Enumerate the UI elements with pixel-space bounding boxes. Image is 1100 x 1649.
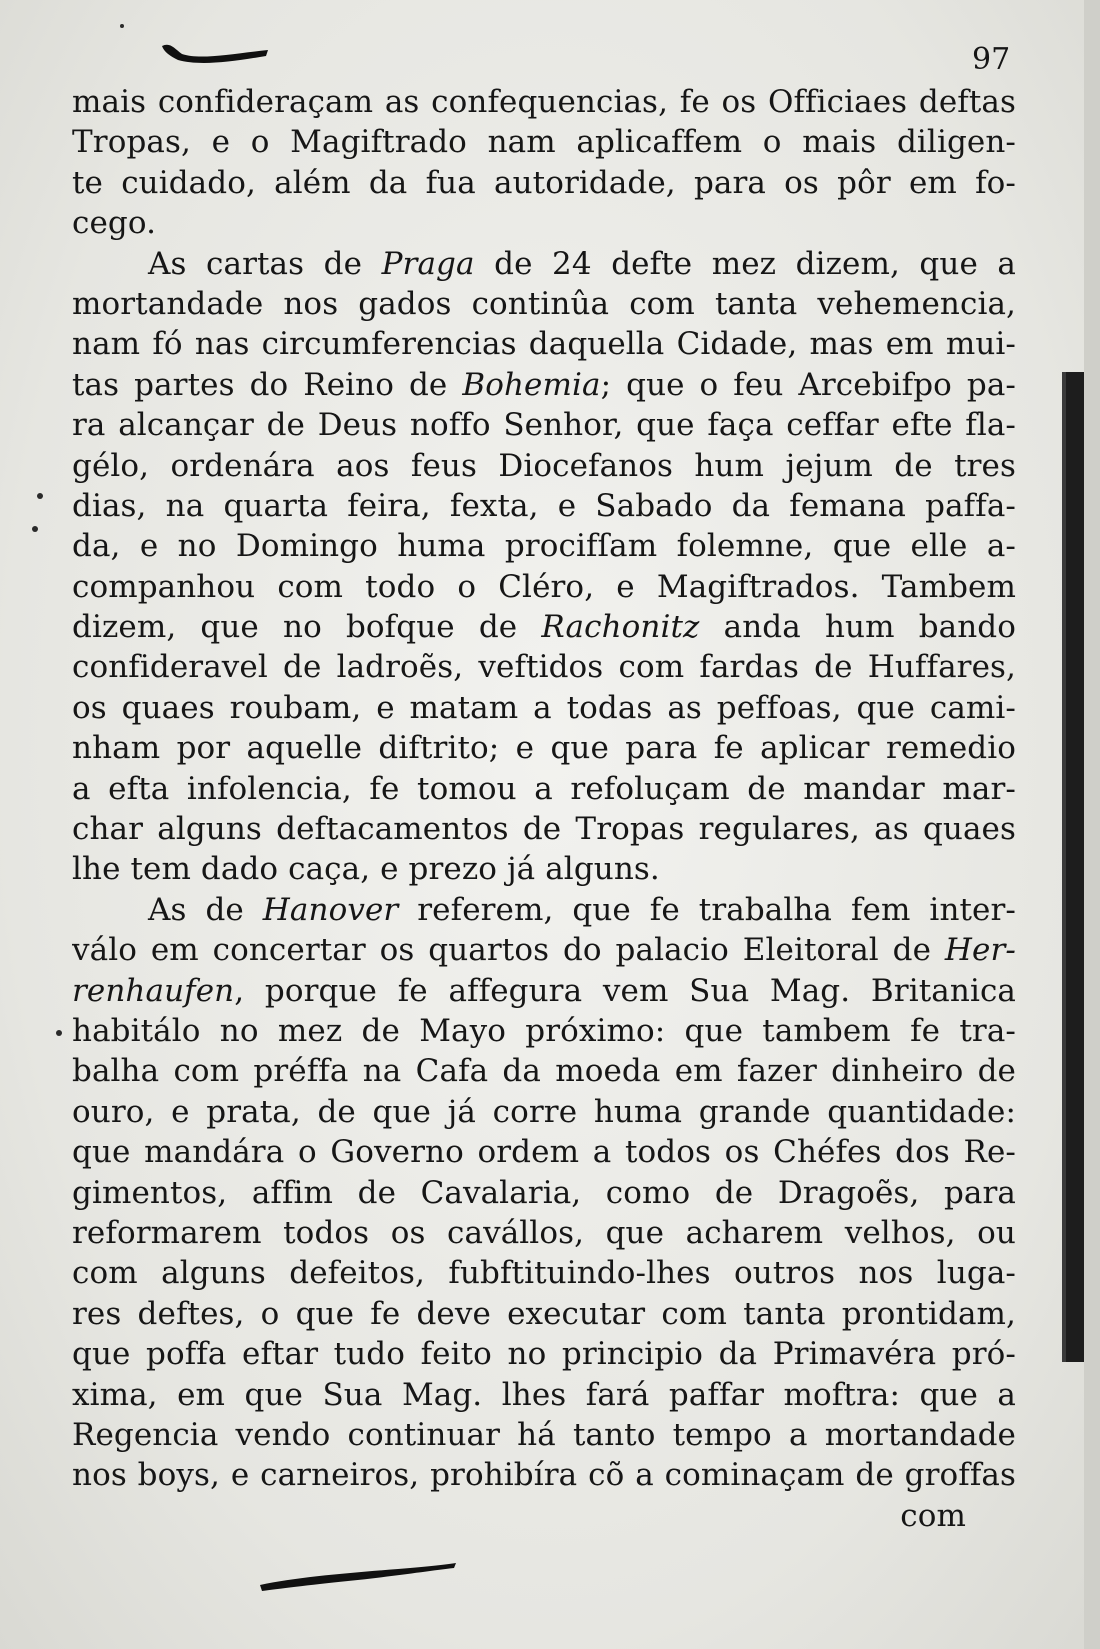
text-line — [72, 486, 1016, 526]
text-line — [72, 647, 1016, 687]
text-run: referem, que fe trabalha fem inter- — [398, 891, 1016, 928]
text-line — [72, 769, 1016, 809]
ink-speck — [37, 493, 43, 499]
text-run: ; que o feu Arcebifpo pa- — [600, 366, 1016, 403]
text-line — [72, 1334, 1016, 1374]
text-run: balha com préffa na Cafa da moeda em fazer dinheiro de — [72, 1053, 1016, 1090]
text-run: te cuidado, além da fua autoridade, para os pôr em fo- — [72, 164, 1016, 201]
text-run: que mandára o Governo ordem a todos os Chéfes dos Re- — [72, 1134, 1016, 1171]
text-line — [72, 284, 1016, 324]
text-line — [72, 1173, 1016, 1213]
text-run: de 24 defte mez dizem, que a — [474, 245, 1016, 282]
text-run: mortandade nos gados continûa com tanta vehemencia, — [72, 285, 1016, 322]
text-run: cego. — [72, 205, 157, 242]
italic-name: renhaufen — [72, 972, 235, 1009]
text-line — [72, 1375, 1016, 1415]
text-run: a efta infolencia, fe tomou a refoluçam de mandar mar- — [72, 770, 1016, 807]
ink-speck — [56, 1030, 62, 1036]
text-line — [72, 1051, 1016, 1091]
text-line — [72, 1213, 1016, 1253]
text-line — [72, 849, 1016, 889]
text-run: nos boys, e carneiros, prohibíra cõ a cominaçam de groffas — [72, 1457, 1016, 1494]
text-run: reformarem todos os cavállos, que acharem velhos, ou — [72, 1214, 1016, 1251]
text-run: nham por aquelle diftrito; e que para fe aplicar remedio — [72, 730, 1016, 767]
text-run: dias, na quarta feira, fexta, e Sabado da femana paffa- — [72, 487, 1016, 524]
text-run: xima, em que Sua Mag. lhes fará paffar moftra: que a — [72, 1376, 1016, 1413]
text-line — [72, 1011, 1016, 1051]
text-run: habitálo no mez de Mayo próximo: que tambem fe tra- — [72, 1012, 1016, 1049]
italic-name: Rachonitz — [541, 609, 700, 646]
text-run: válo em concertar os quartos do palacio Eleitoral de — [72, 932, 945, 969]
text-run: com alguns defeitos, fubftituindo-lhes outros nos luga- — [72, 1255, 1016, 1292]
italic-name: Hanover — [262, 891, 399, 928]
text-run: dizem, que no bofque de — [72, 609, 542, 646]
text-line — [72, 365, 1016, 405]
binding-shadow-bar — [1062, 372, 1084, 1362]
text-line — [72, 567, 1016, 607]
text-line — [72, 526, 1016, 566]
text-run: os quaes roubam, e matam a todas as peffoas, que cami- — [72, 689, 1016, 726]
text-run: As de — [148, 891, 263, 928]
text-line — [72, 1132, 1016, 1172]
page-edge-shadow — [1084, 0, 1100, 1649]
text-line — [72, 163, 1016, 203]
text-run: Tropas, e o Magiftrado nam aplicaffem o mais diligen- — [72, 124, 1016, 161]
text-run: que poffa eftar tudo feito no principio da Primavéra pró- — [72, 1336, 1016, 1373]
text-run: ouro, e prata, de que já corre huma grande quantidade: — [72, 1093, 1016, 1130]
text-line — [72, 1294, 1016, 1334]
italic-name: Bohemia — [462, 366, 601, 403]
text-line — [72, 809, 1016, 849]
text-line — [72, 688, 1016, 728]
italic-name: Praga — [381, 245, 475, 282]
text-line — [72, 728, 1016, 768]
text-run: gimentos, affim de Cavalaria, como de Dragoẽs, para — [72, 1174, 1016, 1211]
ink-smudge-bottom — [258, 1555, 458, 1595]
text-line — [72, 122, 1016, 162]
text-line — [72, 1092, 1016, 1132]
text-run: mais confideraçam as confequencias, fe os Officiaes deftas — [72, 84, 1016, 120]
text-run: gélo, ordenára aos feus Diocefanos hum jejum de tres — [72, 447, 1016, 484]
text-run: res deftes, o que fe deve executar com tanta prontidam, — [72, 1295, 1016, 1332]
ink-speck — [120, 24, 124, 28]
text-line — [72, 1415, 1016, 1455]
text-run: Regencia vendo continuar há tanto tempo a mortandade — [72, 1416, 1016, 1453]
text-run: da, e no Domingo huma procifſam folemne, que elle a- — [72, 528, 1016, 565]
text-run: ra alcançar de Deus noffo Senhor, que faça ceffar efte fla- — [72, 407, 1016, 444]
text-line — [72, 324, 1016, 364]
body-text — [72, 82, 1016, 1536]
ink-smudge-top — [160, 40, 270, 66]
text-line — [72, 203, 1016, 243]
italic-name: Her- — [944, 932, 1016, 969]
text-run: anda hum bando — [699, 609, 1016, 646]
text-run: lhe tem dado caça, e prezo já alguns. — [72, 851, 660, 888]
page-number: 97 — [972, 42, 1011, 77]
text-run: companhou com todo o Cléro, e Magiftrados. Tambem — [72, 568, 1016, 605]
text-line — [72, 1455, 1016, 1495]
text-run: char alguns deftacamentos de Tropas regulares, as quaes — [72, 811, 1016, 848]
text-line — [72, 446, 1016, 486]
text-run: , porque fe affegura vem Sua Mag. Britanica — [234, 972, 1016, 1009]
text-line — [72, 244, 1016, 284]
ink-speck — [32, 526, 38, 532]
text-run: confideravel de ladroẽs, veftidos com fardas de Huffares, — [72, 649, 1016, 686]
text-run: nam fó nas circumferencias daquella Cidade, mas em mui- — [72, 326, 1016, 363]
text-line — [72, 1253, 1016, 1293]
text-run: tas partes do Reino de — [72, 366, 463, 403]
catchword: com — [900, 1497, 966, 1534]
text-line — [72, 405, 1016, 445]
text-line — [72, 971, 1016, 1011]
text-line — [72, 607, 1016, 647]
text-line — [72, 930, 1016, 970]
text-line — [72, 890, 1016, 930]
text-run: As cartas de — [148, 245, 382, 282]
text-line — [72, 82, 1016, 122]
